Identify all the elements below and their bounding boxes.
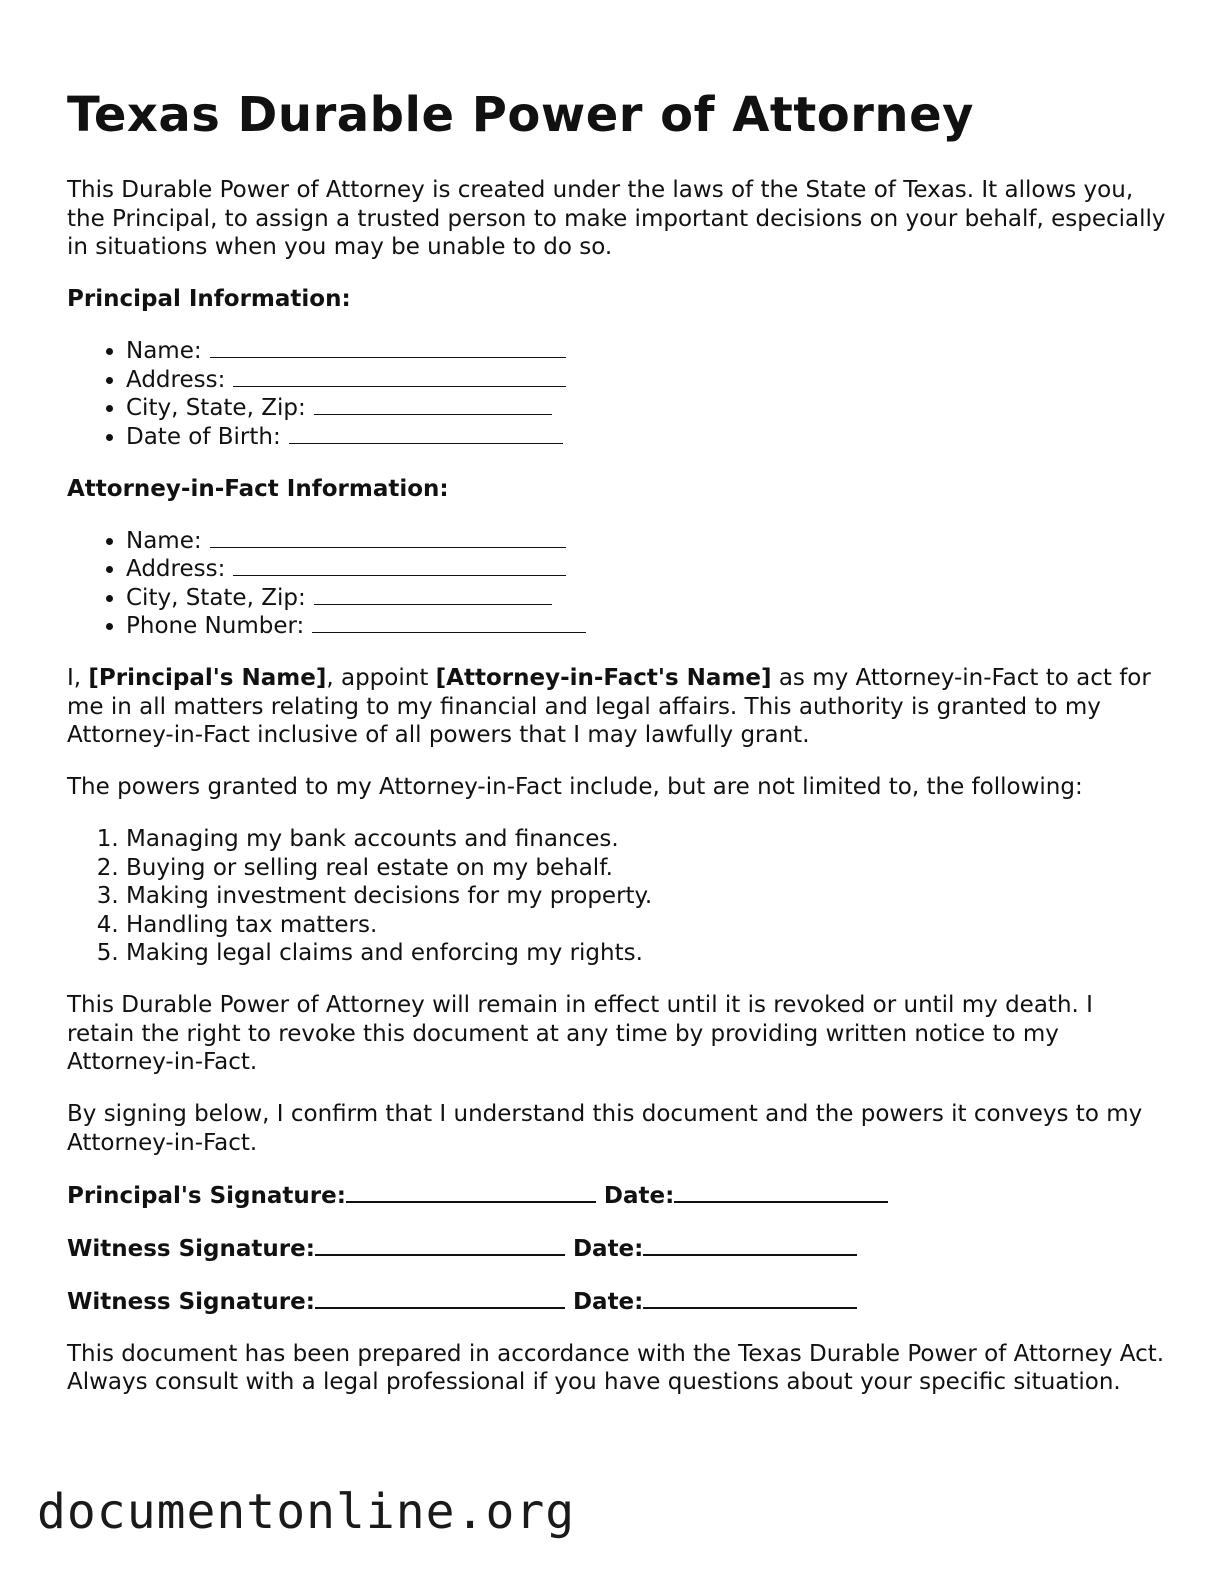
attorney-phone-label: Phone Number: xyxy=(126,613,305,639)
attorney-city-label: City, State, Zip: xyxy=(126,584,306,611)
principal-fields-list xyxy=(67,337,1167,451)
appointment-middle: , appoint xyxy=(326,665,436,691)
appointment-suffix: as my Attorney-in-Fact to act for me in all matters relating to my financial and legal affairs. This authority is granted to my Attorney-in-Fact inclusive of all powers that I may lawfully grant. xyxy=(67,665,1151,748)
principal-heading: Principal Information: xyxy=(67,286,351,312)
attorney-name-blank[interactable] xyxy=(210,527,566,548)
attorney-phone-blank[interactable] xyxy=(312,612,586,633)
principal-name-label: Name: xyxy=(126,338,202,364)
intro-paragraph: This Durable Power of Attorney is created under the laws of the State of Texas. It allows you, the Principal, to assign a trusted person to make important decisions on your behalf, especially in situations when you may be unable to do so. xyxy=(67,177,1166,260)
power-item: 5. Making legal claims and enforcing my rights. xyxy=(126,939,1167,968)
principal-dob-blank[interactable] xyxy=(289,423,563,444)
principal-address-blank[interactable] xyxy=(233,366,566,387)
confirmation-paragraph: By signing below, I confirm that I understand this document and the powers it conveys to my Attorney-in-Fact. xyxy=(67,1101,1143,1156)
witness-1-date-line[interactable] xyxy=(643,1234,857,1256)
witness-2-signature-label: Witness Signature: xyxy=(67,1288,315,1315)
appointment-prefix: I, xyxy=(67,665,89,691)
principal-name-blank[interactable] xyxy=(210,337,566,358)
attorney-city-item xyxy=(126,584,1167,613)
power-item: 1. Managing my bank accounts and finances. xyxy=(126,825,1167,854)
powers-intro: The powers granted to my Attorney-in-Fact include, but are not limited to, the following: xyxy=(67,774,1083,800)
principal-city-label: City, State, Zip: xyxy=(126,395,306,421)
attorney-heading: Attorney-in-Fact Information: xyxy=(67,475,449,502)
power-item: 4. Handling tax matters. xyxy=(126,911,1167,940)
witness-2-date-label: Date: xyxy=(572,1288,644,1315)
principal-dob-label: Date of Birth: xyxy=(126,423,281,450)
attorney-city-blank[interactable] xyxy=(314,584,552,605)
principal-name-item xyxy=(126,337,1167,366)
witness-1-signature-label: Witness Signature: xyxy=(67,1235,315,1262)
document-title: Texas Durable Power of Attorney xyxy=(67,87,974,143)
principal-address-item xyxy=(126,366,1167,395)
principal-address-label: Address: xyxy=(126,366,226,393)
witness-1-signature-line[interactable] xyxy=(315,1234,565,1256)
principal-signature-row xyxy=(67,1181,1167,1211)
principal-signature-label: Principal's Signature: xyxy=(67,1182,346,1209)
footer-note: This document has been prepared in accordance with the Texas Durable Power of Attorney Act. Always consult with a legal professional if you have questions about your specific situation. xyxy=(67,1340,1165,1395)
principal-date-label: Date: xyxy=(603,1182,675,1209)
principal-signature-line[interactable] xyxy=(346,1181,596,1203)
power-item: 3. Making investment decisions for my property. xyxy=(126,882,1167,911)
watermark: documentonline.org xyxy=(37,1484,576,1540)
witness-1-date-label: Date: xyxy=(572,1235,644,1262)
attorney-name-item xyxy=(126,527,1167,556)
principal-name-placeholder: [Principal's Name] xyxy=(88,665,327,691)
duration-paragraph: This Durable Power of Attorney will remain in effect until it is revoked or until my death. I retain the right to revoke this document at any time by providing written notice to my Attorney-in-Fact. xyxy=(67,992,1093,1075)
appointment-paragraph xyxy=(67,664,1167,750)
attorney-fields-list xyxy=(67,527,1167,641)
principal-city-blank[interactable] xyxy=(314,394,552,415)
attorney-name-label: Name: xyxy=(126,527,202,554)
attorney-phone-item xyxy=(126,612,1167,641)
principal-city-item xyxy=(126,394,1167,423)
principal-date-line[interactable] xyxy=(674,1181,888,1203)
attorney-name-placeholder: [Attorney-in-Fact's Name] xyxy=(435,665,772,691)
attorney-address-item xyxy=(126,555,1167,584)
witness-1-signature-row xyxy=(67,1234,1167,1264)
principal-dob-item xyxy=(126,423,1167,452)
attorney-address-label: Address: xyxy=(126,556,226,582)
power-item: 2. Buying or selling real estate on my behalf. xyxy=(126,854,1167,883)
document-body xyxy=(67,176,1167,1420)
witness-2-signature-row xyxy=(67,1287,1167,1317)
attorney-address-blank[interactable] xyxy=(233,555,566,576)
witness-2-signature-line[interactable] xyxy=(315,1287,565,1309)
witness-2-date-line[interactable] xyxy=(643,1287,857,1309)
powers-list xyxy=(67,825,1167,968)
